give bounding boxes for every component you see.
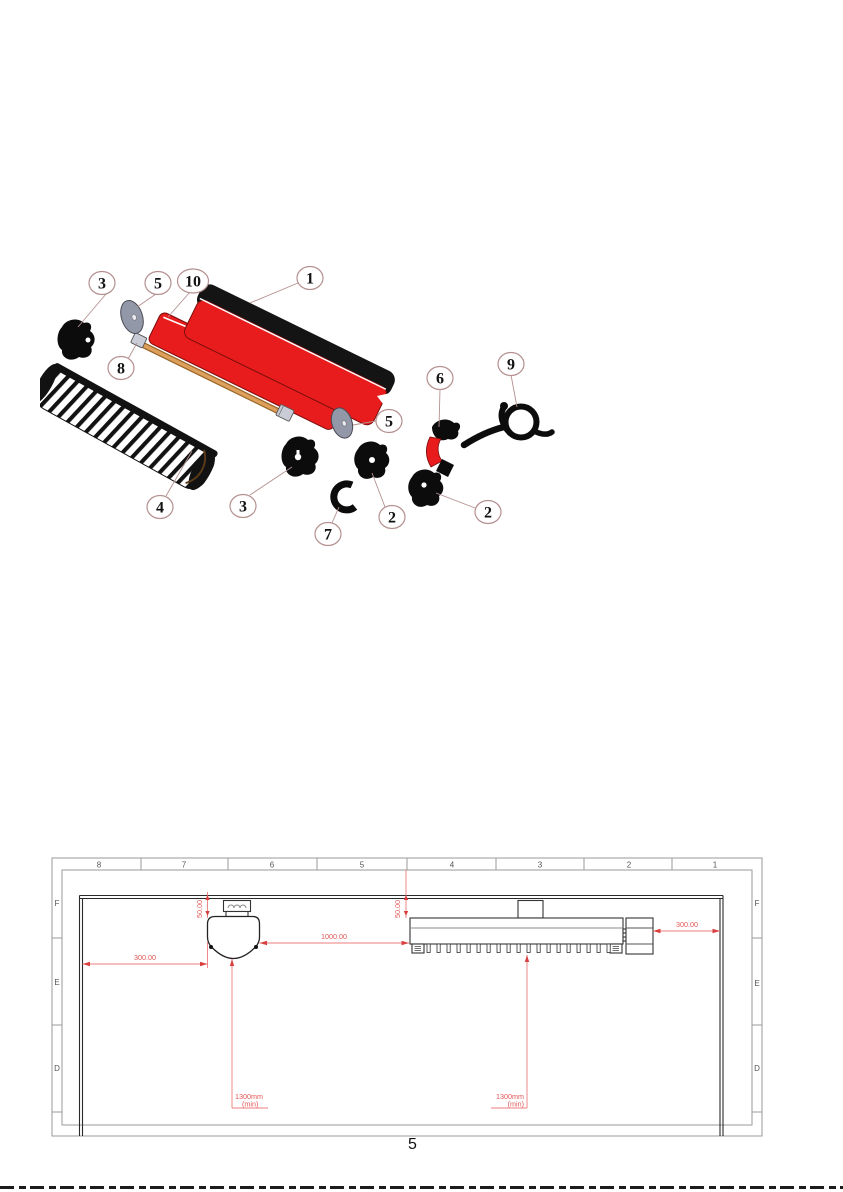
part-open-ring <box>334 484 355 510</box>
callout-5b <box>376 410 402 433</box>
callout-1 <box>297 267 323 290</box>
svg-text:1300mm: 1300mm <box>496 1092 524 1101</box>
heater-fins <box>427 944 610 953</box>
svg-text:3: 3 <box>537 860 543 870</box>
dimension-300-left <box>83 942 208 968</box>
svg-text:9: 9 <box>507 356 515 374</box>
svg-text:7: 7 <box>324 526 332 544</box>
svg-text:(min): (min) <box>242 1099 259 1109</box>
callout-10 <box>178 269 209 293</box>
grid-labels <box>54 861 760 1074</box>
dimension-1000-center <box>260 932 410 945</box>
callout-4 <box>147 496 173 519</box>
svg-text:3: 3 <box>239 498 247 516</box>
page-number: 5 <box>408 1136 417 1153</box>
callout-5a <box>145 272 171 295</box>
part-end-cap-left <box>58 320 95 360</box>
callout-9 <box>498 353 524 376</box>
svg-text:5: 5 <box>359 860 365 870</box>
linear-heater-side-view <box>410 901 653 955</box>
installation-drawing <box>50 852 765 1142</box>
svg-text:300.00: 300.00 <box>134 953 156 962</box>
svg-text:D: D <box>754 1064 760 1073</box>
svg-text:2: 2 <box>388 509 396 527</box>
dimension-1300-right <box>491 955 529 1109</box>
svg-text:300.00: 300.00 <box>676 920 698 929</box>
svg-text:8: 8 <box>117 360 125 378</box>
svg-text:5: 5 <box>385 413 393 431</box>
svg-text:3: 3 <box>98 275 106 293</box>
svg-text:D: D <box>54 1064 60 1073</box>
callout-8 <box>108 357 134 380</box>
part-cable <box>464 402 552 445</box>
svg-text:1000.00: 1000.00 <box>321 932 347 941</box>
svg-text:5: 5 <box>154 275 162 293</box>
callout-6 <box>427 367 453 390</box>
callout-3b <box>230 495 256 518</box>
svg-text:1: 1 <box>306 270 314 288</box>
svg-text:(min): (min) <box>507 1099 524 1109</box>
svg-text:50.00: 50.00 <box>195 900 204 918</box>
svg-text:4: 4 <box>449 860 455 870</box>
dimension-300-right <box>653 920 720 933</box>
dimension-50-right <box>393 870 408 918</box>
exploded-parts-diagram <box>40 255 570 565</box>
svg-text:1300mm: 1300mm <box>235 1092 263 1101</box>
svg-text:10: 10 <box>185 273 201 291</box>
callout-2a <box>379 506 405 529</box>
svg-text:2: 2 <box>484 504 492 522</box>
svg-text:1: 1 <box>712 860 718 870</box>
callout-3a <box>89 272 115 295</box>
svg-text:50.00: 50.00 <box>393 900 402 918</box>
callout-2b <box>475 501 501 524</box>
svg-text:8: 8 <box>96 860 102 870</box>
dimension-1300-left <box>230 959 268 1109</box>
svg-text:7: 7 <box>181 860 187 870</box>
part-mesh-guard <box>40 359 221 495</box>
svg-text:E: E <box>54 978 60 987</box>
svg-text:E: E <box>754 979 760 988</box>
bottom-dashed-line <box>0 1186 843 1189</box>
svg-text:6: 6 <box>269 860 275 870</box>
part-clamp <box>426 420 460 477</box>
callout-7 <box>315 523 341 546</box>
svg-text:F: F <box>754 899 760 908</box>
svg-text:2: 2 <box>626 860 632 870</box>
round-heater-end-view <box>208 901 260 959</box>
svg-text:F: F <box>54 899 60 908</box>
svg-text:6: 6 <box>436 370 444 388</box>
svg-text:4: 4 <box>156 499 164 517</box>
part-bracket-right <box>408 470 443 507</box>
